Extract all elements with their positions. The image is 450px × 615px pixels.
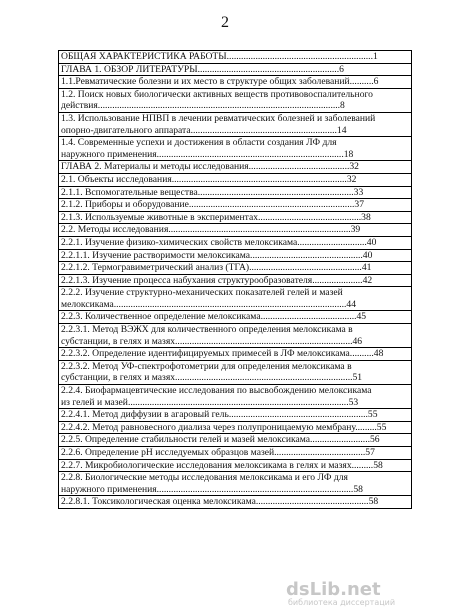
toc-entry	[59, 199, 411, 212]
toc-entry-line: наружного применения..............................................................................18	[61, 148, 354, 160]
toc-entry-line: 2.2.3. Количественное определение мелоксикама........................................45	[61, 311, 367, 323]
toc-entry	[59, 224, 411, 237]
toc-entry	[59, 275, 411, 288]
toc-entry	[59, 496, 411, 509]
toc-entry-line: 2.2.2. Изучение структурно-механических показателей гелей и мазей	[61, 287, 343, 299]
toc-entry-line: 2.1.1. Вспомогательные вещества.................................................................33	[61, 186, 364, 198]
toc-entry-line: 1.3. Использование НПВП в лечении ревматических болезней и заболеваний	[61, 112, 376, 124]
table-of-contents	[58, 50, 412, 509]
toc-entry-line: ГЛАВА 2. Материалы и методы исследования..........................................32	[61, 161, 359, 173]
toc-entry	[59, 113, 411, 137]
toc-entry	[59, 137, 411, 161]
toc-entry-line: 2.2.1.2. Термогравиметрический анализ (ТГА)...............................................41	[61, 262, 372, 274]
toc-entry-line: действия.....................................................................................................8	[61, 100, 345, 112]
toc-entry-line: 2.2.1. Изучение физико-химических свойств мелоксикама.............................40	[61, 236, 377, 248]
toc-entry-line: 2.2.8.1. Токсикологическая оценка мелоксикама...............................................58	[61, 496, 379, 508]
toc-entry	[59, 447, 411, 460]
toc-entry	[59, 212, 411, 225]
watermark-logo: dsLib.net	[286, 579, 381, 600]
toc-entry	[59, 385, 411, 409]
toc-entry-line: 2.2.1.1. Изучение растворимости мелоксикама...............................................40	[61, 249, 373, 261]
toc-entry	[59, 174, 411, 187]
toc-entry-line: 1.4. Современные успехи и достижения в области создания ЛФ для	[61, 137, 337, 149]
toc-entry-line: 2.1.2. Приборы и оборудование.....................................................................37	[61, 199, 364, 211]
toc-entry	[59, 422, 411, 435]
page-number: 2	[221, 14, 229, 31]
toc-entry	[59, 51, 411, 64]
toc-entry	[59, 250, 411, 263]
toc-entry-line: 2.2.8. Биологические методы исследования мелоксикама и его ЛФ для	[61, 472, 348, 484]
toc-entry-line: 2.2.3.2. Определение идентифицируемых примесей в ЛФ мелоксикама..........48	[61, 348, 384, 360]
toc-entry-line: наружного применения..................................................................................58	[61, 483, 363, 495]
watermark	[286, 577, 436, 607]
toc-entry	[59, 64, 411, 77]
toc-entry	[59, 348, 411, 361]
toc-entry-line: 2.2.3.2. Метод УФ-спектрофотометрии для определения мелоксикама в	[61, 360, 352, 372]
toc-entry-line: 2.2. Методы исследования............................................................................39	[61, 224, 361, 236]
toc-entry-line: 2.2.7. Микробиологические исследования мелоксикама в гелях и мазях.........58	[61, 459, 383, 471]
toc-entry-line: 1.1.Ревматические болезни и их место в структуре общих заболеваний..........6	[61, 76, 379, 88]
toc-entry	[59, 89, 411, 113]
toc-entry-line: ГЛАВА 1. ОБЗОР ЛИТЕРАТУРЫ...........................................................6	[61, 63, 344, 75]
toc-entry-line: 2.2.6. Определение рН исследуемых образцов мазей......................................57	[61, 447, 375, 458]
toc-entry	[59, 76, 411, 89]
toc-entry	[59, 460, 411, 473]
watermark-subtitle: библиотека диссертаций	[288, 598, 396, 607]
toc-entry	[59, 324, 411, 348]
toc-entry-line: 2.1. Объекты исследования.........................................................................32	[61, 173, 357, 185]
toc-entry-line: опорно-двигательного аппарата.............................................................14	[61, 124, 347, 136]
toc-entry	[59, 187, 411, 200]
toc-entry	[59, 287, 411, 311]
toc-entry-line: ОБЩАЯ ХАРАКТЕРИСТИКА РАБОТЫ.............................................................1	[61, 51, 378, 62]
toc-entry-line: 2.2.4.2. Метод равновесного диализа через полупроницаемую мембрану.........55	[61, 421, 387, 433]
toc-entry-line: субстанции, в гелях и мазях..........................................................................51	[61, 372, 363, 384]
toc-entry	[59, 161, 411, 174]
toc-entry	[59, 361, 411, 385]
toc-entry	[59, 311, 411, 324]
toc-entry-line: 1.2. Поиск новых биологически активных веществ противовоспалительного	[61, 88, 373, 100]
toc-entry-line: мелоксикама.................................................................................................44	[61, 298, 357, 310]
toc-entry-line: 2.2.1.3. Изучение процесса набухания структурообразователя.....................42	[61, 274, 373, 286]
toc-entry	[59, 237, 411, 250]
toc-entry	[59, 472, 411, 496]
toc-entry-line: 2.2.5. Определение стабильности гелей и мазей мелоксикама.........................56	[61, 434, 380, 446]
toc-entry-line: 2.2.3.1. Метод ВЭЖХ для количественного определения мелоксикама в	[61, 324, 353, 336]
toc-entry-line: субстанции, в гелях и мазях..........................................................................46	[61, 335, 363, 347]
toc-entry-line: 2.1.3. Используемые животные в экспериментах...........................................38	[61, 211, 371, 223]
toc-entry	[59, 409, 411, 422]
toc-entry-line: 2.2.4.1. Метод диффузии в агаровый гель..........................................................55	[61, 409, 378, 421]
toc-entry-line: из гелей и мазей............................................................................................53	[61, 396, 359, 408]
toc-entry	[59, 434, 411, 447]
toc-entry-line: 2.2.4. Биофармацевтические исследования по высвобождению мелоксикама	[61, 385, 372, 397]
toc-entry	[59, 262, 411, 275]
